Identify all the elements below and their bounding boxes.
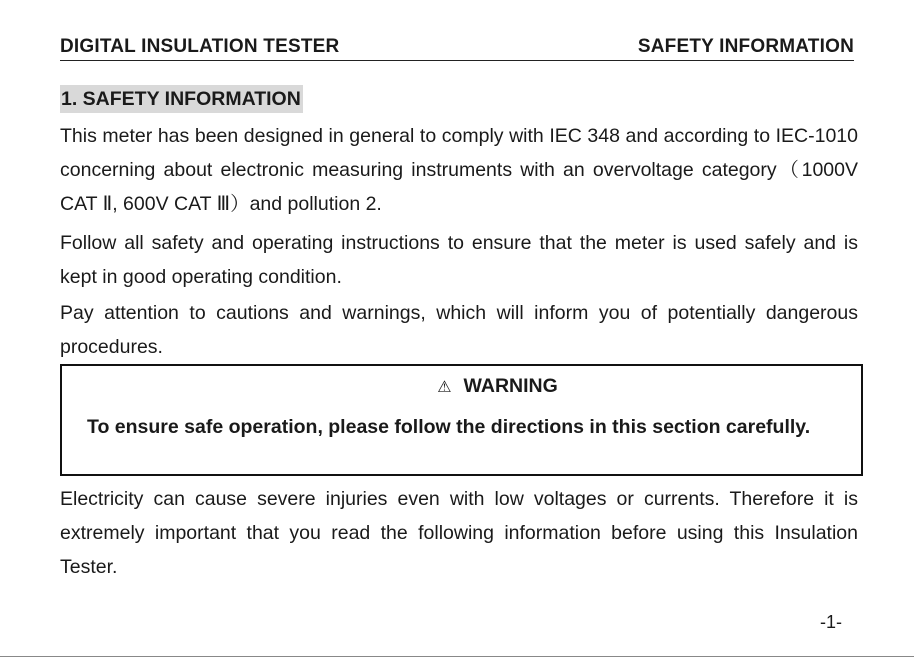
bottom-divider — [0, 656, 914, 657]
header-left-title: DIGITAL INSULATION TESTER — [60, 36, 340, 57]
warning-triangle-icon: ⚠ — [437, 379, 452, 396]
page-header — [60, 36, 854, 61]
section-title: 1. SAFETY INFORMATION — [60, 85, 303, 113]
warning-title: WARNING — [463, 375, 558, 397]
cautions-paragraph: Pay attention to cautions and warnings, which will inform you of potentially dangerous procedures. — [60, 302, 858, 358]
electricity-paragraph: Electricity can cause severe injuries even with low voltages or currents. Therefore it is extremely important that you read the following information before using this Insulation Tester. — [60, 488, 858, 578]
warning-header — [62, 375, 861, 398]
warning-box — [60, 364, 863, 476]
intro-paragraph: This meter has been designed in general to comply with IEC 348 and according to IEC-1010 concerning about electronic measuring instruments with an overvoltage category（1000V CAT Ⅱ, 600V CAT Ⅲ）and pollution 2. — [60, 125, 858, 215]
instructions-paragraph: Follow all safety and operating instructions to ensure that the meter is used safely and is kept in good operating condition. — [60, 232, 858, 288]
header-right-title: SAFETY INFORMATION — [637, 36, 854, 57]
warning-text: To ensure safe operation, please follow the directions in this section carefully. — [87, 416, 811, 438]
page-number: -1- — [820, 612, 842, 632]
